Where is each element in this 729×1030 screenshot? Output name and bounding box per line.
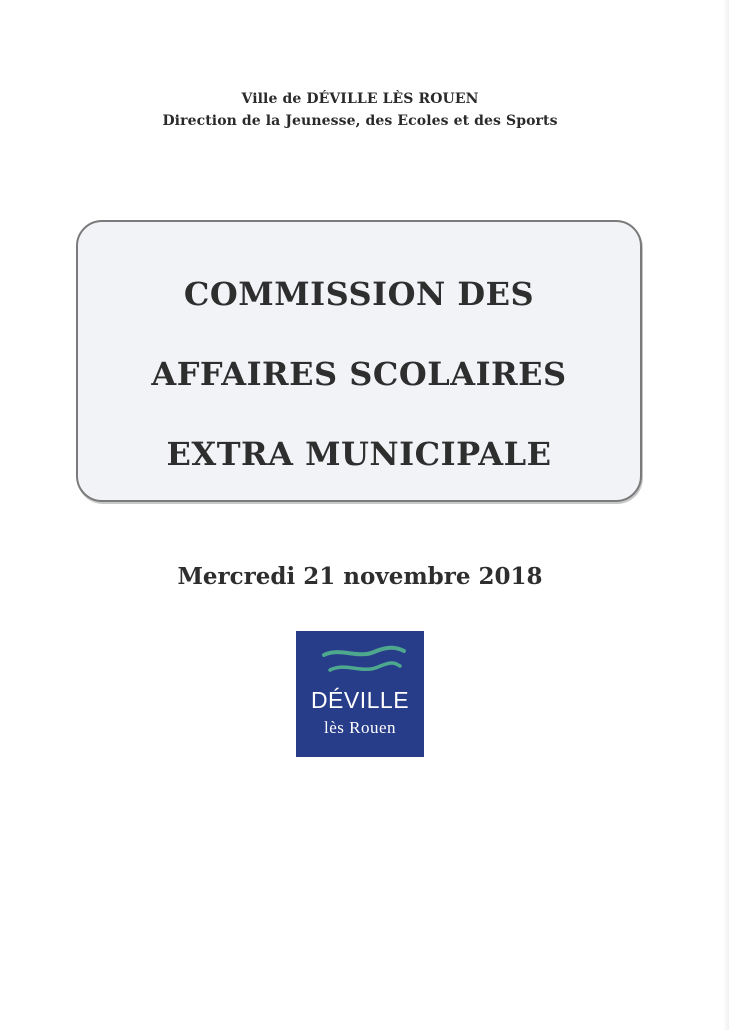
title-line-3: EXTRA MUNICIPALE: [166, 435, 552, 473]
title-line-2: AFFAIRES SCOLAIRES: [151, 355, 567, 393]
document-header: [0, 88, 720, 132]
title-line-1: COMMISSION DES: [183, 275, 535, 313]
title-text: [78, 254, 640, 494]
header-city: Ville de DÉVILLE LÈS ROUEN: [241, 91, 479, 107]
header-department: Direction de la Jeunesse, des Ecoles et des Sports: [162, 113, 558, 129]
deville-logo: [296, 631, 424, 757]
title-box: [76, 220, 642, 502]
meeting-date: Mercredi 21 novembre 2018: [177, 563, 543, 590]
logo-name: DÉVILLE: [310, 687, 410, 713]
logo-subtitle: lès Rouen: [323, 718, 397, 737]
river-waves-icon: [318, 643, 408, 683]
page-edge: [723, 0, 729, 1030]
